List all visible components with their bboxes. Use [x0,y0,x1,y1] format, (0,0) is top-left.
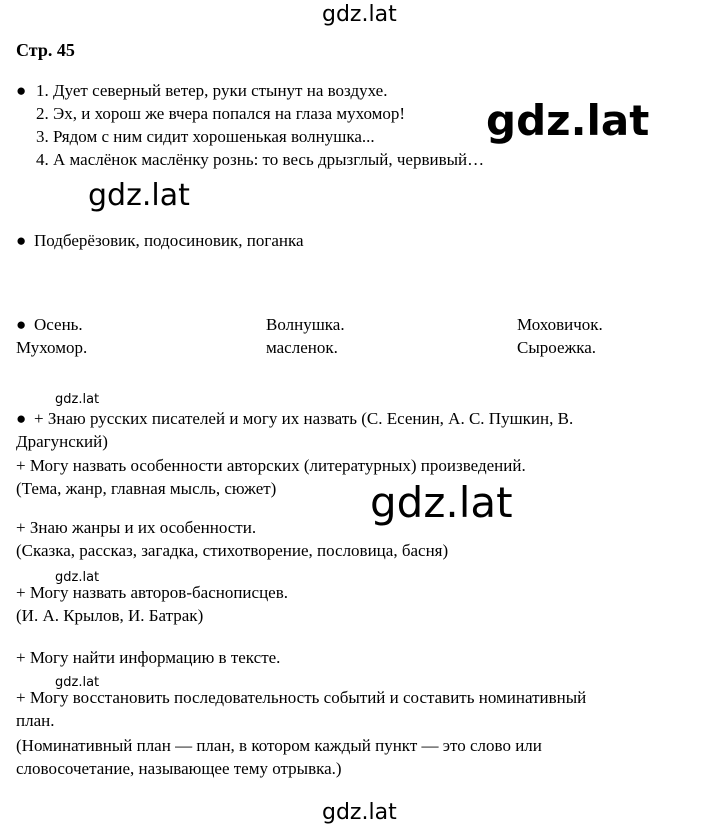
skill-line: + Знаю русских писателей и могу их назвать (С. Есенин, А. С. Пушкин, В. [34,409,574,428]
watermark-large-center: gdz.lat [370,478,513,527]
skill-line: план. [16,711,55,730]
list-item: 2. Эх, и хорош же вчера попался на глаза мухомор! [36,104,406,123]
watermark-small-2: gdz.lat [55,570,100,585]
watermark-medium-left: gdz.lat [88,178,190,213]
watermark-large-right: gdz.lat [486,96,650,145]
skill-line: (Сказка, рассказ, загадка, стихотворение, пословица, басня) [16,541,449,560]
skill-line: (И. А. Крылов, И. Батрак) [16,606,204,625]
word-cell: Сыроежка. [517,338,597,357]
skill-line: + Могу найти информацию в тексте. [16,648,281,667]
skill-line: словосочетание, называющее тему отрывка.) [16,759,342,778]
watermark-small-1: gdz.lat [55,392,100,407]
watermark-bottom: gdz.lat [322,800,397,825]
bullet: ● [16,409,27,428]
bullet: ● [16,81,27,100]
bullet: ● [16,231,27,250]
skill-line: (Тема, жанр, главная мысль, сюжет) [16,479,277,498]
mushrooms-line: Подберёзовик, подосиновик, поганка [34,231,304,250]
list-item: 4. А маслёнок маслёнку рознь: то весь дрызглый, червивый… [36,150,485,169]
word-cell: Осень. [34,315,83,334]
word-cell: Волнушка. [266,315,345,334]
skill-line: (Номинативный план — план, в котором каждый пункт — это слово или [16,736,542,755]
word-cell: Моховичок. [517,315,603,334]
page-title: Стр. 45 [16,40,75,60]
watermark-small-3: gdz.lat [55,675,100,690]
skill-line: + Могу назвать особенности авторских (литературных) произведений. [16,456,526,475]
list-item: 3. Рядом с ним сидит хорошенькая волнушка... [36,127,375,146]
word-cell: Мухомор. [16,338,88,357]
skill-line: + Знаю жанры и их особенности. [16,518,257,537]
skill-line: Драгунский) [16,432,108,451]
watermark-top: gdz.lat [322,2,397,27]
list-item: 1. Дует северный ветер, руки стынут на воздухе. [36,81,388,100]
skill-line: + Могу назвать авторов-баснописцев. [16,583,288,602]
skill-line: + Могу восстановить последовательность событий и составить номинативный [16,688,587,707]
bullet: ● [16,315,27,334]
word-cell: масленок. [266,338,338,357]
